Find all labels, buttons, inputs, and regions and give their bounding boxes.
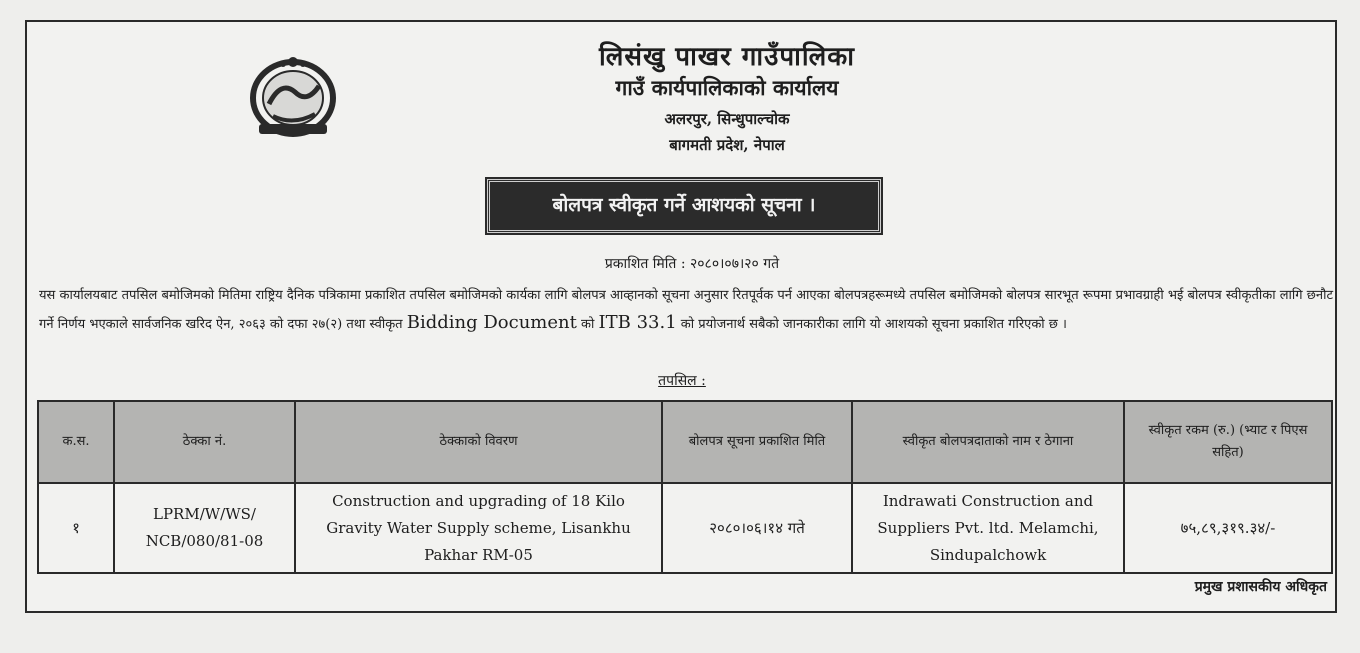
body-text-part-3: को प्रयोजनार्थ सबैको जानकारीका लागि यो आशयको सूचना प्रकाशित गरिएको छ । <box>680 317 1067 332</box>
schedule-label: तपसिल : <box>658 373 706 389</box>
header-accepted-amount: स्वीकृत रकम (रु.) (भ्याट र पिएस सहित) <box>1124 401 1332 483</box>
header-contract-description: ठेक्काको विवरण <box>295 401 662 483</box>
published-date: प्रकाशित मिति : २०८०।०७।२० गते <box>604 256 780 272</box>
address-line-1: अलरपुर, सिन्धुपाल्चोक <box>664 110 790 128</box>
notice-body-paragraph <box>39 282 1333 338</box>
notice-frame <box>25 20 1337 613</box>
header-contract-number: ठेक्का नं. <box>114 401 295 483</box>
body-text-part-1: यस कार्यालयबाट तपसिल बमोजिमको मितिमा राष्ट्रिय दैनिक पत्रिकामा प्रकाशित तपसिल बमोजिमको कार्यका लागि बोलपत्र आव्हानको सूचना अनुसार रितपूर्वक पर्न आएका बोलपत्रहरूमध्ये तपसिल बमोजिमको बोलपत्र सारभूत रूपमा प्रभावग्राही भई बोलपत्र स्वीकृतीका लागि छनौट गर्ने निर्णय भएकाले सार्वजनिक खरिद ऐन, २०६३ को दफा २७(२) तथा स्वीकृत <box>39 288 1333 332</box>
header-notice-published-date: बोलपत्र सूचना प्रकाशित मिति <box>662 401 852 483</box>
table-header-row <box>38 401 1332 483</box>
cell-serial-number: १ <box>38 483 114 573</box>
itb-clause-text: ITB 33.1 <box>598 312 677 333</box>
bid-acceptance-table <box>37 400 1333 574</box>
nepal-government-emblem-icon <box>245 54 341 138</box>
signatory-title: प्रमुख प्रशासकीय अधिकृत <box>1194 579 1327 595</box>
header-accepted-bidder: स्वीकृत बोलपत्रदाताको नाम र ठेगाना <box>852 401 1124 483</box>
body-text-part-2: को <box>581 317 595 332</box>
cell-accepted-bidder: Indrawati Construction and Suppliers Pvt. ltd. Melamchi, Sindupalchowk <box>852 483 1124 573</box>
cell-accepted-amount: ७५,८९,३१९.३४/- <box>1124 483 1332 573</box>
table-row <box>38 483 1332 573</box>
header-serial-number: क.स. <box>38 401 114 483</box>
address-line-2: बागमती प्रदेश, नेपाल <box>669 136 785 154</box>
cell-contract-number: LPRM/W/WS/ NCB/080/81-08 <box>114 483 295 573</box>
cell-contract-description: Construction and upgrading of 18 Kilo Gravity Water Supply scheme, Lisankhu Pakhar RM-05 <box>295 483 662 573</box>
municipality-name: लिसंखु पाखर गाउँपालिका <box>599 42 855 72</box>
bidding-document-text: Bidding Document <box>406 312 577 333</box>
cell-notice-published-date: २०८०।०६।१४ गते <box>662 483 852 573</box>
notice-title-banner: बोलपत्र स्वीकृत गर्ने आशयको सूचना । <box>487 179 881 233</box>
office-name: गाउँ कार्यपालिकाको कार्यालय <box>615 75 839 100</box>
